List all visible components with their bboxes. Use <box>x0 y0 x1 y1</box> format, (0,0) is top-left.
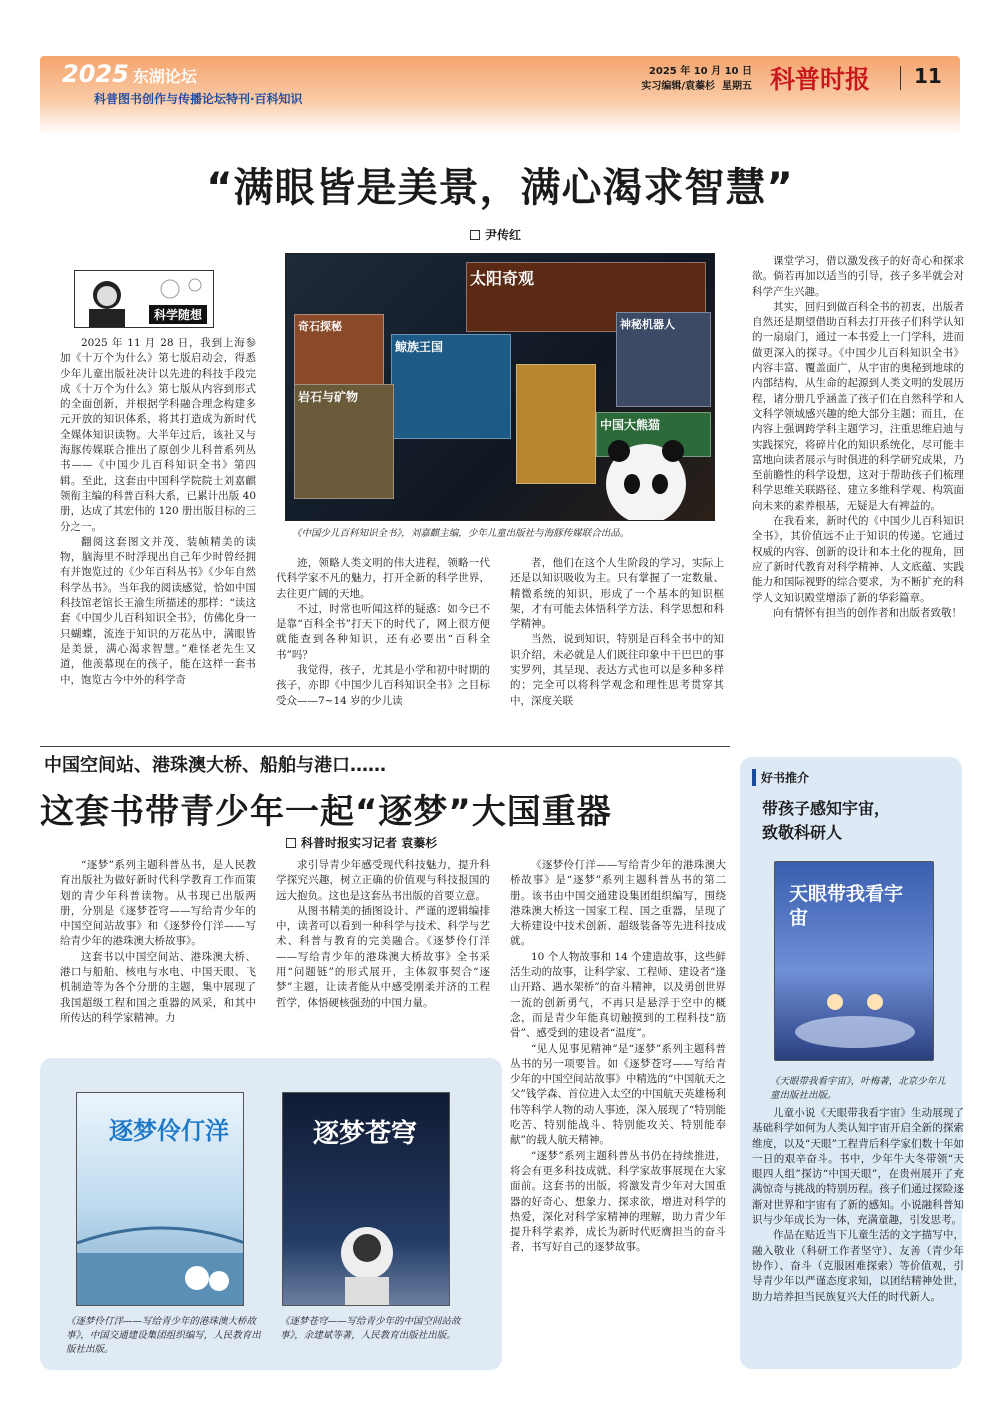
panda-image <box>606 444 686 521</box>
paragraph: 其实，回归到做百科全书的初衷，出版者自然还是期望借助百科去打开孩子们科学认知的一扇扇门，通过一本书爱上一门学科，进而做更深入的探寻。《中国少儿百科知识全书》内容丰富、覆盖面广，从宇宙的奥秘到地球的内部结构，从生命的起源到人类文明的发展历程，诸分册几乎涵盖了孩子们在自然科学和人文科学领域感兴趣的绝大部分主题；而且，在内容上强调跨学科主题学习，注重思维启迪与实践探究，将碎片化的知识系统化，尽可能丰富地向读者展示与时俱进的科学研究成果，乃至前瞻性的科学设想，这对于帮助孩子们梳理科学思维关联路径、建立多维科学观、构筑面向未来的素养根基，无疑是大有裨益的。 <box>752 300 964 512</box>
paragraph: 这套书以中国空间站、港珠澳大桥、港口与船舶、核电与水电、中国天眼、飞机制造等为各个分册的主题，集中展现了我国超级工程和国之重器的风采，和其中所传达的科学家精神。力 <box>60 950 256 1024</box>
issue-meta <box>640 64 752 94</box>
paragraph: 《逐梦伶仃洋——写给青少年的港珠澳大桥故事》是“逐梦”系列主题科普丛书的第二册。该书由中国交通建设集团组织编写，围绕港珠澳大桥这一国家工程、国之重器，呈现了大桥建设中技术创新、超级装备等先进科技成就。 <box>510 859 726 948</box>
article1-column-1 <box>60 336 256 724</box>
header-divider <box>900 66 901 90</box>
column-label: 科学随想 <box>149 305 207 324</box>
sidebar-title <box>762 797 890 845</box>
book-cover: 中国大熊猫 <box>596 412 711 457</box>
byline-name: 袁蓁杉 <box>401 836 438 850</box>
paragraph: 10 个人物故事和 14 个建造故事，这些鲜活生动的故事，让科学家、工程师、建设者“逢山开路、遇水架桥”的奋斗精神，以及勇创世界一流的创新勇气，不再只是悬浮于空中的概念，而是青少年能真切触摸到的工程科技“筋骨”、感受到的建设者“温度”。 <box>510 950 726 1040</box>
special-issue-label: 科普图书创作与传播论坛特刊·百科知识 <box>94 92 303 106</box>
section-divider <box>40 746 730 747</box>
paragraph: “逐梦”系列主题科普丛书仍在持续推进，将会有更多科技成就、科学家故事展现在大家面前。这套书的出版，将激发青少年对大国重器的好奇心、想象力、探求欲，增进对科学的热爱，深化对科学家精神的理解，助力青少年提升科学素养，成长为新时代贬膺担当的奋斗者，书写好自己的逐梦故事。 <box>510 1149 726 1254</box>
article1-author <box>470 226 521 243</box>
paragraph: 不过，时常也听闻这样的疑惑：如今已不是靠“百科全书”打天下的时代了，网上很方便就能查到各种知识，还有必要出“百科全书”吗？ <box>276 602 490 661</box>
book-cover: 太阳奇观 <box>466 262 706 332</box>
book1-caption: 《逐梦伶仃洋——写给青少年的港珠澳大桥故事》，中国交通建设集团组织编写，人民教育出版社出版。 <box>66 1316 261 1355</box>
byline-box-icon <box>470 230 480 240</box>
byline-prefix: 科普时报实习记者 <box>301 836 398 850</box>
forum-logo <box>62 60 303 107</box>
book-cover-lingdingyang <box>76 1092 244 1306</box>
paragraph: 2025 年 11 月 28 日，我到上海参加《十万个为什么》第七版启动会，得悉少年儿童出版社决计以先进的科技手段完成《十万个为什么》第七版从内容到形式的全面创新，并根据学科融合理念构建多元开放的知识体系，将其打造成为新时代全媒体知识读物。大半年过后，该社又与海豚传媒联合推出了原创少儿科普系列丛书——《中国少儿百科知识全书》第四辑。至此，这套由中国科学院院士刘嘉麒领衔主编的科普百科大系，已累计出版 40 册，达成了其宏伟的 120 册出版目标的三分之一。 <box>60 337 256 533</box>
book-cover-title: 逐梦苍穹 <box>313 1119 418 1149</box>
paragraph: 当然，说到知识，特别是百科全书中的知识介绍，未必就是人们既往印象中干巴巴的事实罗列，其呈现、表达方式也可以是多种多样的；完全可以将科学观念和理性思考贯穿其中，深度关联 <box>510 633 724 707</box>
book-set-caption: 《中国少儿百科知识全书》，刘嘉麒主编，少年儿童出版社与海豚传媒联合出品。 <box>292 528 630 539</box>
book-cover-tianyan <box>774 861 934 1061</box>
article2-title: 这套书带青少年一起“逐梦”大国重器 <box>40 792 612 832</box>
sidebar-caption: 《天眼带我看宇宙》，叶梅著，北京少年儿童出版社出版。 <box>770 1076 946 1101</box>
book-cover-title: 逐梦伶仃洋 <box>109 1117 229 1145</box>
paragraph: 课堂学习，借以激发孩子的好奇心和探求欲。倘若再加以适当的引导，孩子多半就会对科学产生兴趣。 <box>752 255 964 298</box>
sidebar-title-line: 带孩子感知宇宙， <box>762 799 891 818</box>
article1-title: “满眼皆是美景，满心渴求智慧” <box>206 165 794 211</box>
issue-editor: 实习编辑/袁蓁杉 <box>641 81 716 92</box>
forum-year: 2025 <box>62 60 129 88</box>
book-cover: 奇石探秘 <box>294 314 384 389</box>
paragraph: 向有情怀有担当的创作者和出版者致敬！ <box>773 606 962 619</box>
book-cover-cangqiong <box>282 1092 450 1306</box>
article1-column-3 <box>510 556 724 724</box>
column-avatar <box>74 270 214 328</box>
forum-name: 东湖论坛 <box>132 67 197 86</box>
article2-byline <box>286 834 437 851</box>
book-set-photo <box>285 253 715 521</box>
book-cover: 神秘机器人 <box>616 312 711 407</box>
book-cover: 岩石与矿物 <box>294 384 394 499</box>
paragraph: 者，他们在这个人生阶段的学习，实际上还是以知识吸收为主。只有掌握了一定数量、精微系统的知识，形成了一个基本的知识框架，才有可能去体悟科学方法、科学思想和科学精神。 <box>510 557 724 631</box>
paragraph: “见人见事见精神”是“逐梦”系列主题科普丛书的另一项要旨。如《逐梦苍穹——写给青少年的中国空间站故事》中精选的“中国航天之父”钱学森、首位进入太空的中国航天英雄杨利伟等科学人物的动人事迹，深入展现了“特别能吃苦、特别能战斗、特别能攻关、特别能奉献”的载人航天精神。 <box>510 1042 726 1147</box>
paragraph: “逐梦”系列主题科普丛书，是人民教育出版社为做好新时代科学教育工作而策划的青少年科普读物。从书现已出版两册，分别是《逐梦苍穹——写给青少年的中国空间站故事》和《逐梦伶仃洋——写给青少年的港珠澳大桥故事》。 <box>60 859 256 948</box>
page-number: 11 <box>914 64 942 88</box>
issue-weekday: 星期五 <box>722 81 752 92</box>
paragraph: 我觉得，孩子，尤其是小学和初中时期的孩子，亦即《中国少儿百科知识全书》之目标受众——7~14 岁的少儿读 <box>276 664 490 707</box>
article2-column-2 <box>276 858 490 1054</box>
paragraph: 翻阅这套图文并茂、装帧精美的读物，脑海里不时浮现出自己年少时曾经拥有并饱览过的《少年百科丛书》《少年自然科学丛书》。当年我的阅读感觉，恰如中国科技馆老馆长王渝生所描述的那样：“读这套《中国少儿百科知识全书》，仿佛化身一只蝴蝶，流连于知识的万花丛中，满眼皆是美景，满心渴求智慧。”难怪老先生又道，他羡慕现在的孩子，能在这样一套书中，饱览古今中外的科学奇 <box>60 535 256 686</box>
book-cover-title: 天眼带我看宇宙 <box>789 883 904 929</box>
article2-column-3 <box>510 858 726 1368</box>
telescope-illustration-icon <box>775 862 934 1061</box>
paragraph: 迹，领略人类文明的伟大进程，领略一代代科学家不凡的魅力，打开全新的科学世界，去往更广阔的天地。 <box>276 557 490 600</box>
sidebar-tag: 好书推介 <box>752 769 809 786</box>
byline-box-icon <box>286 838 296 848</box>
masthead: 科普时报 <box>770 65 871 94</box>
paragraph: 从图书精美的插图设计、严谨的逻辑编排中，读者可以看到一种科学与技术、科学与艺术、科普与教育的完美融合。《逐梦伶仃洋——写给青少年的港珠澳大桥故事》全书采用“问题链”的形式展开，主体叙事契合“逐梦”主题，让读者能从中感受刚柔并济的工程哲学，体悟硬核强劲的中国力量。 <box>276 904 490 1009</box>
article1-author-name: 尹传红 <box>485 228 522 242</box>
book2-caption: 《逐梦苍穹——写给青少年的中国空间站故事》，余建斌等著，人民教育出版社出版。 <box>280 1316 461 1341</box>
sidebar-body <box>752 1106 964 1368</box>
article1-column-2 <box>276 556 490 724</box>
book-cover: 鲸族王国 <box>391 334 511 439</box>
sidebar-title-line: 致敬科研人 <box>762 823 843 842</box>
astronaut-illustration-icon <box>283 1093 450 1306</box>
article2-column-1 <box>60 858 256 1054</box>
issue-date: 2025 年 10 月 10 日 <box>648 66 752 77</box>
paragraph: 儿童小说《天眼带我看宇宙》生动展现了基础科学如何为人类认知宇宙开启全新的探索维度，以及“天眼”工程背后科学家们数十年如一日的艰辛奋斗。书中，少年牛大冬带领“天眼四人组”探访“中国天眼”，在贵州展开了充满惊奇与挑战的特别历程。孩子们通过探险逐渐对世界和宇宙有了新的感知。小说融科普知识与少年成长为一体，充满童趣，引发思考。 <box>752 1107 964 1227</box>
article2-kicker: 中国空间站、港珠澳大桥、船舶与港口…… <box>44 755 386 776</box>
paragraph: 作品在贴近当下儿童生活的文字描写中，融入敬业（科研工作者坚守）、友善（青少年协作）、奋斗（克服困难探索）等价值观，引导青少年以严谨态度求知，以团结精神处世，助力培养担当民族复兴大任的时代新人。 <box>752 1229 964 1303</box>
article1-column-4 <box>752 254 964 724</box>
book-cover-stack <box>516 364 596 484</box>
bridge-illustration-icon <box>77 1093 244 1306</box>
paragraph: 求引导青少年感受现代科技魅力，提升科学探究兴趣，树立正确的价值观与科技报国的远大抱负。这也是这套丛书出版的首要立意。 <box>276 859 490 902</box>
paragraph: 在我看来，新时代的《中国少儿百科知识全书》，其价值远不止于知识的传递。它通过权威的内容、创新的设计和本土化的视角，回应了新时代教育对科学精神、人文底蕴、实践能力和国际视野的综合要求，为不断扩充的科学人文知识殿堂增添了新的华彩篇章。 <box>752 515 964 604</box>
